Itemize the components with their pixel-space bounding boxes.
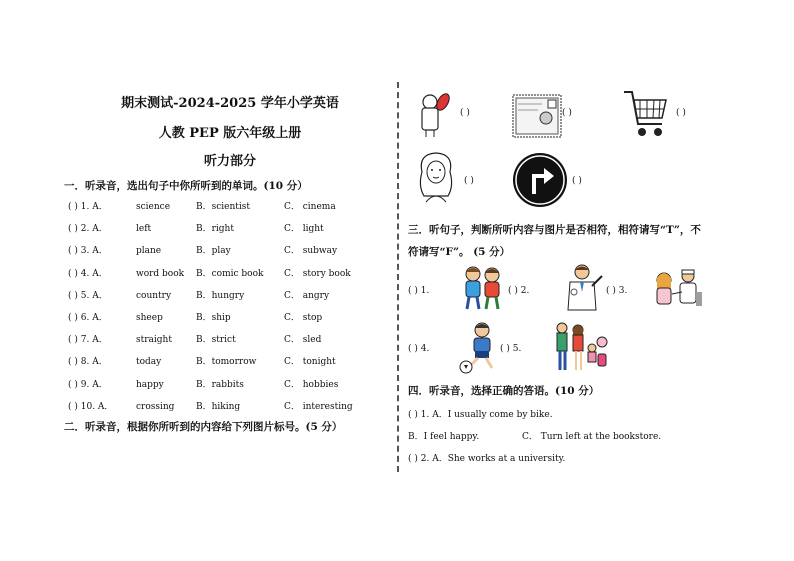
section1-item-a: straight <box>136 335 172 346</box>
section1-item-b: B．play <box>196 246 231 257</box>
s4-q1-option-c[interactable]: C． Turn left at the bookstore. <box>522 432 662 442</box>
section1-item-a: country <box>136 290 172 301</box>
children-walking-icon <box>458 262 508 312</box>
pic1-answer[interactable]: ( ) <box>460 108 470 118</box>
section1-item[interactable] <box>68 267 388 281</box>
section1-item[interactable] <box>68 200 388 214</box>
section1-item-c: C． light <box>284 224 324 235</box>
section1-item-num: ( ) 7. A． <box>68 335 108 346</box>
section1-item-num: ( ) 5. A． <box>68 290 108 301</box>
section1-item-c: C． subway <box>284 246 338 257</box>
pic3-answer[interactable]: ( ) <box>676 108 686 118</box>
section1-item-b: B．comic book <box>196 268 264 279</box>
section1-item-b: B．scientist <box>196 202 251 212</box>
section1-item-a: plane <box>136 246 162 257</box>
section1-item[interactable] <box>68 400 388 414</box>
section1-item-num: ( ) 10. A． <box>68 401 114 412</box>
s4-q1[interactable]: ( ) 1. A．I usually come by bike. <box>408 410 553 420</box>
section1-item-a: word book <box>136 268 185 279</box>
boy-football-icon <box>458 320 504 374</box>
pic5-answer[interactable]: ( ) <box>572 176 582 186</box>
s3-item1[interactable]: ( ) 1. <box>408 286 430 296</box>
s4-q2[interactable]: ( ) 2. A．She works at a university. <box>408 454 566 464</box>
section1-item[interactable] <box>68 244 388 258</box>
exam-title: 期末测试-2024-2025 学年小学英语 <box>121 96 339 111</box>
section1-item-num: ( ) 2. A． <box>68 224 108 235</box>
section1-item-c: C． sled <box>284 335 322 346</box>
pic4-answer[interactable]: ( ) <box>464 176 474 186</box>
section1-item-b: B．hungry <box>196 290 245 301</box>
section1-item-c: C． tonight <box>284 357 336 368</box>
section1-item-b: B．right <box>196 224 234 235</box>
section1-item-c: C． hobbies <box>284 379 339 390</box>
section1-item-num: ( ) 4. A． <box>68 268 108 279</box>
section3-heading-line2: 符请写“F”。 (5 分） <box>408 246 511 258</box>
nurse-patient-icon <box>652 266 704 310</box>
s3-item4[interactable]: ( ) 4. <box>408 344 430 354</box>
column-divider <box>397 82 399 472</box>
section1-item[interactable] <box>68 355 388 369</box>
section1-item-num: ( ) 1. A． <box>68 202 108 212</box>
edition-title: 人教 PEP 版六年级上册 <box>158 126 302 141</box>
section1-item-a: crossing <box>136 401 175 412</box>
section1-item-a: today <box>136 357 162 368</box>
woman-icon <box>414 150 458 204</box>
scientist-icon <box>412 90 454 138</box>
section1-item[interactable] <box>68 333 388 347</box>
section1-item-num: ( ) 3. A． <box>68 246 108 257</box>
section1-item[interactable] <box>68 222 388 236</box>
section1-item-b: B．ship <box>196 313 231 323</box>
s3-item3[interactable]: ( ) 3. <box>606 286 628 296</box>
section1-item-a: sheep <box>136 313 163 323</box>
postcard-icon <box>512 94 562 138</box>
section1-item-b: B．rabbits <box>196 379 244 390</box>
section1-item-c: C． interesting <box>284 401 353 412</box>
section2-heading: 二．听录音，根据你所听到的内容给下列图片标号。(5 分） <box>64 421 343 433</box>
shopping-cart-icon <box>622 88 668 140</box>
section1-item-a: happy <box>136 379 164 390</box>
part-title: 听力部分 <box>203 154 256 169</box>
section1-item[interactable] <box>68 311 388 325</box>
turn-right-sign-icon <box>512 152 568 208</box>
section3-heading-line1: 三．听句子，判断所听内容与图片是否相符，相符请写“T”，不 <box>408 224 701 236</box>
section1-item-num: ( ) 9. A． <box>68 379 108 390</box>
family-icon <box>552 320 608 374</box>
section1-item-num: ( ) 6. A． <box>68 313 108 323</box>
pic2-answer[interactable]: ( ) <box>562 108 572 118</box>
section4-heading: 四．听录音，选择正确的答语。(10 分） <box>408 385 600 397</box>
section1-item[interactable] <box>68 378 388 392</box>
section1-item-num: ( ) 8. A． <box>68 357 108 368</box>
s3-item2[interactable]: ( ) 2. <box>508 286 530 296</box>
section1-item-c: C． stop <box>284 313 323 323</box>
section1-item-c: C． story book <box>284 268 351 279</box>
section1-item[interactable] <box>68 289 388 303</box>
section1-item-a: science <box>136 202 171 212</box>
section1-item-c: C． angry <box>284 290 330 301</box>
s4-q1-option-b[interactable]: B．I feel happy. <box>408 432 480 442</box>
section1-item-c: C． cinema <box>284 202 336 212</box>
section1-item-b: B．hiking <box>196 401 241 412</box>
s3-item5[interactable]: ( ) 5. <box>500 344 522 354</box>
section1-item-b: B．strict <box>196 335 236 346</box>
section1-heading: 一．听录音，选出句子中你所听到的单词。(10 分） <box>64 180 308 192</box>
section1-item-a: left <box>136 224 152 235</box>
section1-item-b: B．tomorrow <box>196 357 257 368</box>
doctor-icon <box>562 262 606 312</box>
